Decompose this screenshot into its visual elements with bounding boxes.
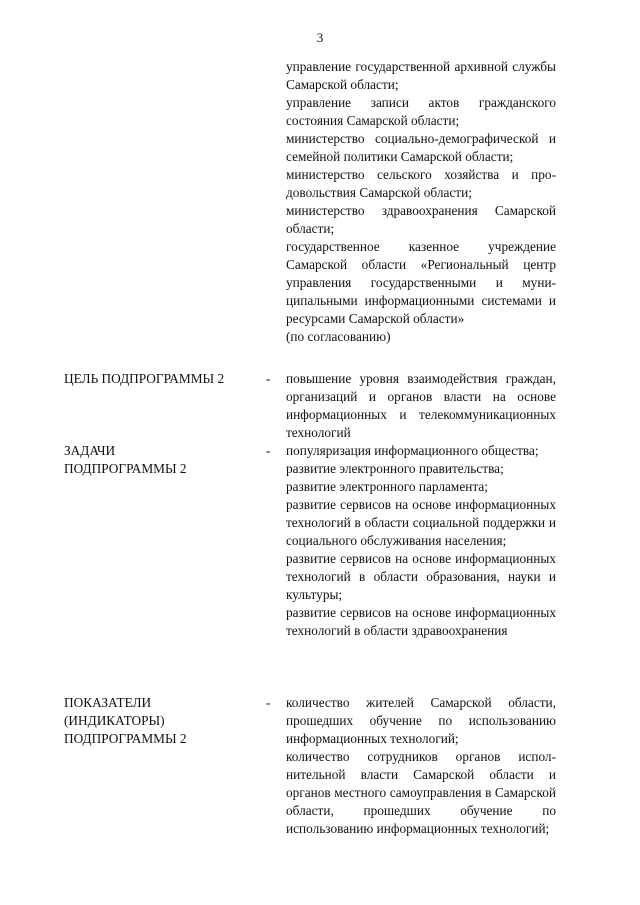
list-item: (по согласованию) [286, 329, 391, 344]
section-label: ЦЕЛЬ ПОДПРОГРАММЫ 2 [64, 371, 225, 386]
list-item: управление государственной архивной службы Самарской области; [286, 59, 556, 92]
section-content [286, 370, 556, 442]
section-dash: - [266, 371, 271, 386]
list-item: министерство социально-демографической и семейной политики Самарской области; [286, 131, 556, 164]
section-content [286, 442, 556, 640]
list-item: министерство сельского хозяйства и продовольствия Самарской области; [286, 167, 556, 200]
list-item: государственное казенное учреждение Самарской области «Региональный центр управления государственными и муниципальными информационными системами и ресурсами Самарской области» [286, 239, 556, 326]
section-dash: - [266, 695, 271, 710]
list-item: развитие электронного правительства; [286, 461, 504, 476]
list-item: развитие сервисов на основе информационных технологий в области социальной поддержки и социального обслуживания населения; [286, 497, 556, 548]
section-dash: - [266, 443, 271, 458]
page-number: 3 [316, 30, 324, 45]
list-item: управление записи актов гражданского состояния Самарской области; [286, 95, 556, 128]
list-item: развитие сервисов на основе информационных технологий в области образования, науки и культуры; [286, 551, 556, 602]
list-item: количество сотрудников органов исполнительной власти Самарской области и органов местного самоуправления в Самарской области, прошедших обучение по использованию информационных технологий; [286, 749, 556, 836]
list-item: популяризация информационного общества; [286, 443, 539, 458]
list-item: развитие сервисов на основе информационных технологий в области здравоохранения [286, 605, 556, 638]
list-item: развитие электронного парламента; [286, 479, 488, 494]
list-item: повышение уровня взаимодействия граждан, организаций и органов власти на основе информационных и телекоммуникационных технологий [286, 371, 556, 440]
section-label: ПОКАЗАТЕЛИ (ИНДИКАТОРЫ) ПОДПРОГРАММЫ 2 [64, 695, 187, 746]
intro-list [286, 58, 556, 346]
section-content [286, 694, 556, 838]
list-item: количество жителей Самарской области, прошедших обучение по использованию информационных технологий; [286, 695, 556, 746]
list-item: министерство здравоохранения Самарской области; [286, 203, 556, 236]
section-label: ЗАДАЧИ ПОДПРОГРАММЫ 2 [64, 443, 187, 476]
